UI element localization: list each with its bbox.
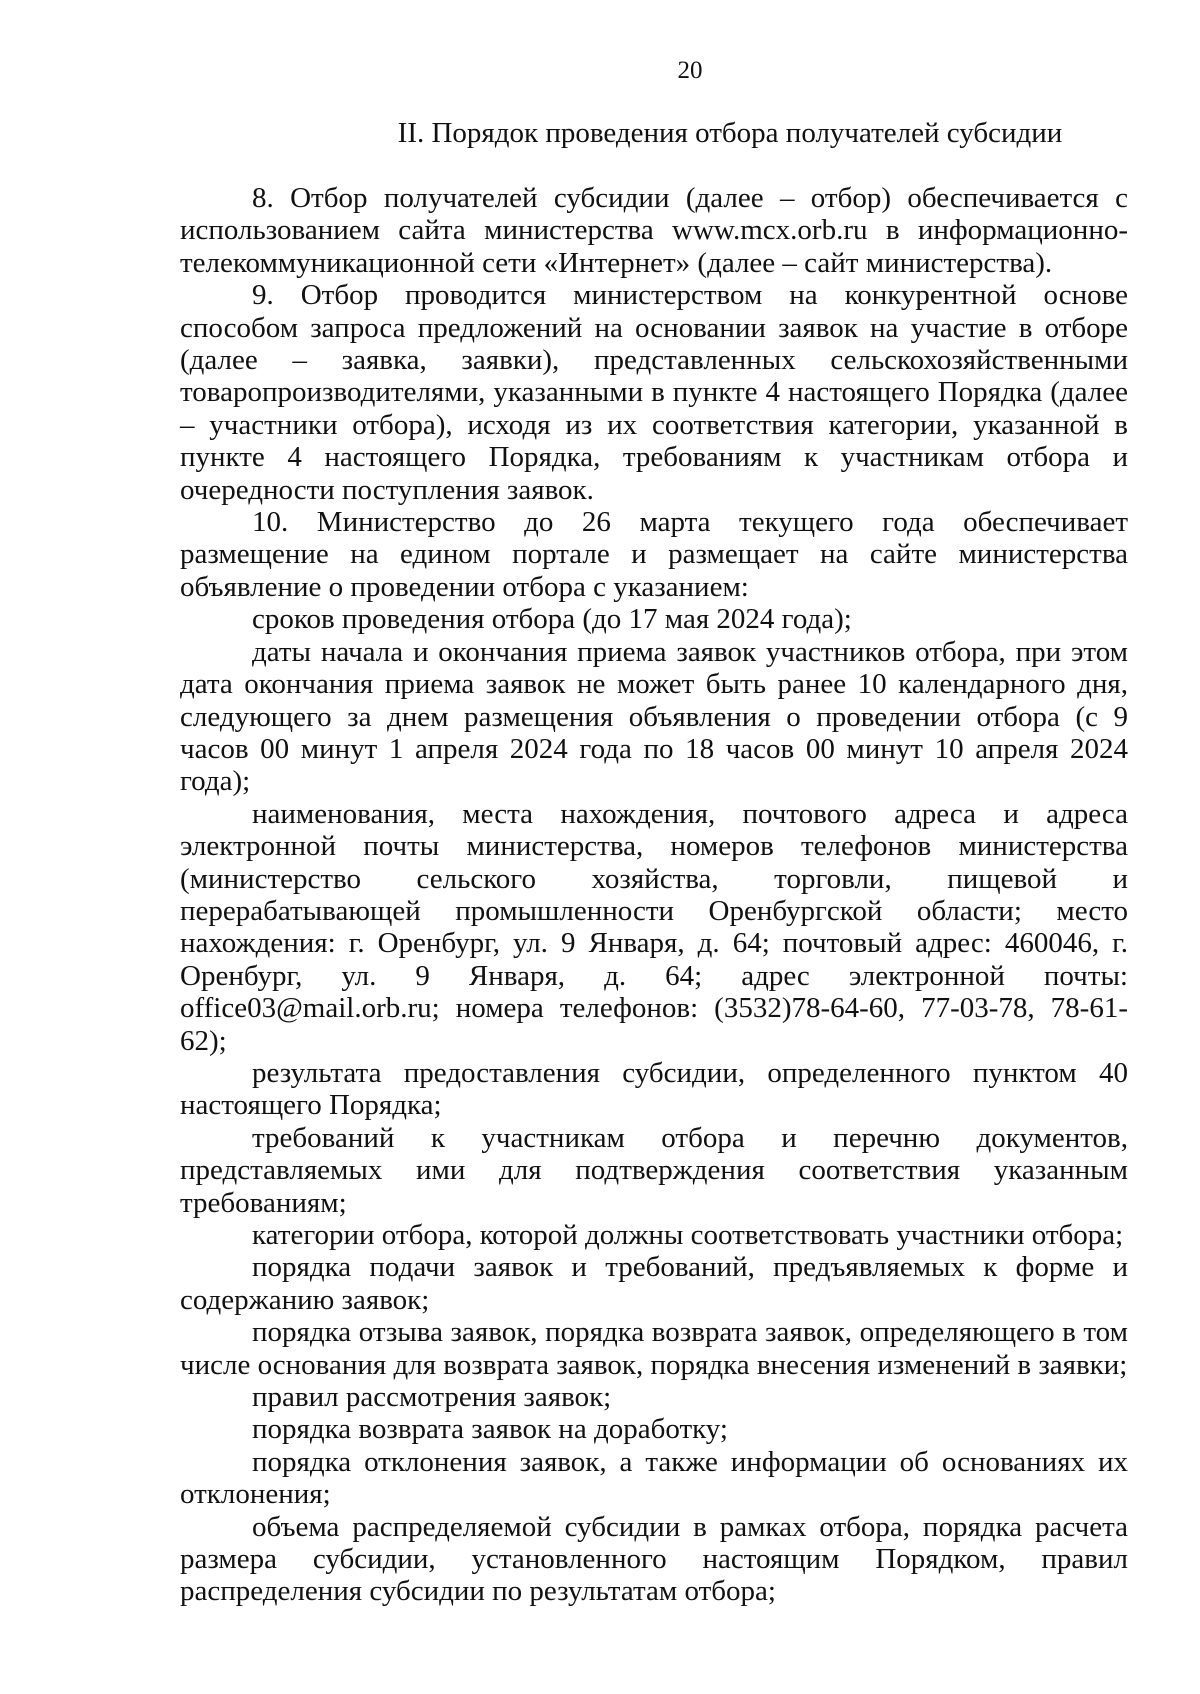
section-heading: II. Порядок проведения отбора получателей субсидии [397, 117, 1063, 149]
list-item-submission-procedure: порядка подачи заявок и требований, предъявляемых к форме и содержанию заявок; [180, 1251, 1128, 1316]
page-number: 20 [677, 57, 703, 84]
list-item-review-rules: правил рассмотрения заявок; [252, 1381, 612, 1414]
list-item-withdrawal-procedure: порядка отзыва заявок, порядка возврата заявок, определяющего в том числе основания для возврата заявок, порядка внесения изменений в заявки; [180, 1316, 1128, 1381]
list-item-selection-period: сроков проведения отбора (до 17 мая 2024 года); [252, 603, 852, 636]
paragraph-10: 10. Министерство до 26 марта текущего года обеспечивает размещение на едином портале и размещает на сайте министерства объявление о проведении отбора с указанием: [180, 506, 1128, 603]
list-item-ministry-contacts: наименования, места нахождения, почтового адреса и адреса электронной почты министерства, номеров телефонов министерства (министерство сельского хозяйства, торговли, пищевой и перерабатывающей промышленности Оренбургской области; место нахождения: г. Оренбург, ул. 9 Января, д. 64; почтовый адрес: 460046, г. Оренбург, ул. 9 Января, д. 64; адрес электронной почты: office03@mail.orb.ru; номера телефонов: (3532)78-64-60, 77-03-78, 78-61-62); [180, 797, 1128, 1057]
paragraph-8: 8. Отбор получателей субсидии (далее – отбор) обеспечивается с использованием сайта министерства www.mcx.orb.ru в информационно-телекоммуникационной сети «Интернет» (далее – сайт министерства). [180, 182, 1128, 279]
list-item-rejection-procedure: порядка отклонения заявок, а также информации об основаниях их отклонения; [180, 1445, 1128, 1511]
list-item-subsidy-result: результата предоставления субсидии, определенного пунктом 40 настоящего Порядка; [180, 1056, 1128, 1122]
list-item-selection-category: категории отбора, которой должны соответствовать участники отбора; [252, 1219, 1124, 1251]
list-item-participant-requirements: требований к участникам отбора и перечню документов, представляемых ими для подтверждения соответствия указанным требованиям; [180, 1121, 1128, 1219]
document-body [180, 182, 1128, 1608]
list-item-application-dates: даты начала и окончания приема заявок участников отбора, при этом дата окончания приема заявок не может быть ранее 10 календарного дня, следующего за днем размещения объявления о проведении отбора (с 9 часов 00 минут 1 апреля 2024 года по 18 часов 00 минут 10 апреля 2024 года); [180, 635, 1128, 798]
list-item-subsidy-volume: объема распределяемой субсидии в рамках отбора, порядка расчета размера субсидии, установленного настоящим Порядком, правил распределения субсидии по результатам отбора; [180, 1510, 1128, 1608]
list-item-return-for-revision: порядка возврата заявок на доработку; [252, 1413, 728, 1446]
paragraph-9: 9. Отбор проводится министерством на конкурентной основе способом запроса предложений на основании заявок на участие в отборе (далее – заявка, заявки), представленных сельскохозяйственными товаропроизводителями, указанными в пункте 4 настоящего Порядка (далее – участники отбора), исходя из их соответствия категории, указанной в пункте 4 настоящего Порядка, требованиям к участникам отбора и очередности поступления заявок. [180, 279, 1128, 506]
